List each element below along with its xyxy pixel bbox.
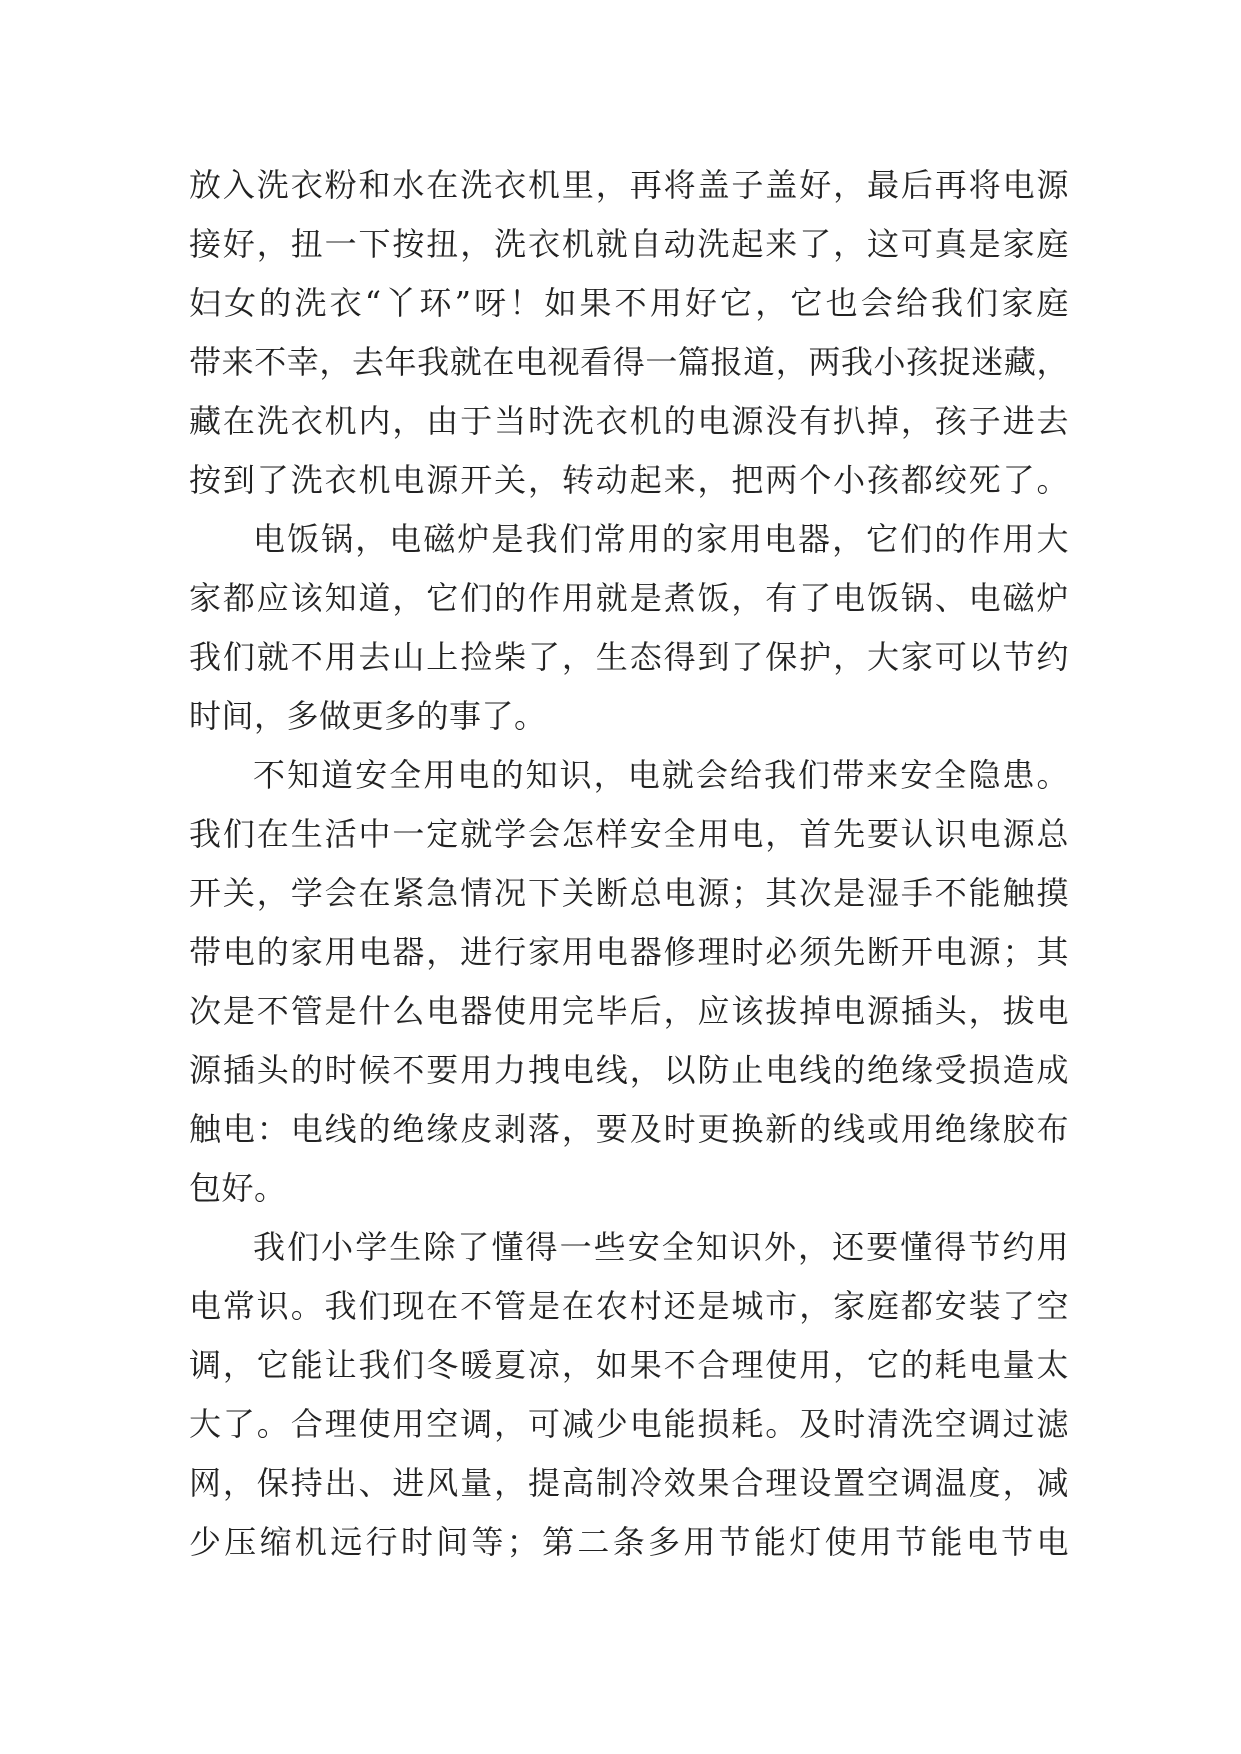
text-line: 放入洗衣粉和水在洗衣机里，再将盖子盖好，最后再将电源 [189,166,1069,204]
text-line: 时间，多做更多的事了。 [189,697,547,735]
text-line: 少压缩机远行时间等；第二条多用节能灯使用节能电节电 [189,1523,1069,1561]
text-line: 不知道安全用电的知识，电就会给我们带来安全隐患。 [253,756,1069,794]
body-text [189,156,1069,1572]
text-line: 接好，扭一下按扭，洗衣机就自动洗起来了，这可真是家庭 [189,225,1069,263]
text-line: 大了。合理使用空调，可减少电能损耗。及时清洗空调过滤 [189,1405,1069,1443]
text-line: 源插头的时候不要用力拽电线，以防止电线的绝缘受损造成 [189,1051,1069,1089]
text-line: 电饭锅，电磁炉是我们常用的家用电器，它们的作用大 [253,520,1069,558]
text-line: 妇女的洗衣“丫环”呀！如果不用好它，它也会给我们家庭 [189,284,1069,322]
text-line: 触电：电线的绝缘皮剥落，要及时更换新的线或用绝缘胶布 [189,1110,1069,1148]
text-line: 调，它能让我们冬暖夏凉，如果不合理使用，它的耗电量太 [189,1346,1069,1384]
text-line: 我们在生活中一定就学会怎样安全用电，首先要认识电源总 [189,815,1069,853]
text-line: 家都应该知道，它们的作用就是煮饭，有了电饭锅、电磁炉 [189,579,1069,617]
text-line: 电常识。我们现在不管是在农村还是城市，家庭都安装了空 [189,1287,1069,1325]
text-line: 带来不幸，去年我就在电视看得一篇报道，两我小孩捉迷藏， [189,343,1069,381]
text-line: 按到了洗衣机电源开关，转动起来，把两个小孩都绞死了。 [189,461,1069,499]
text-line: 藏在洗衣机内，由于当时洗衣机的电源没有扒掉，孩子进去 [189,402,1069,440]
text-line: 我们就不用去山上捡柴了，生态得到了保护，大家可以节约 [189,638,1069,676]
text-line: 开关，学会在紧急情况下关断总电源；其次是湿手不能触摸 [189,874,1069,912]
text-line: 包好。 [189,1169,287,1207]
text-line: 次是不管是什么电器使用完毕后，应该拔掉电源插头，拔电 [189,992,1069,1030]
text-line: 带电的家用电器，进行家用电器修理时必须先断开电源；其 [189,933,1069,971]
text-line: 我们小学生除了懂得一些安全知识外，还要懂得节约用 [253,1228,1069,1266]
text-line: 网，保持出、进风量，提高制冷效果合理设置空调温度，减 [189,1464,1069,1502]
